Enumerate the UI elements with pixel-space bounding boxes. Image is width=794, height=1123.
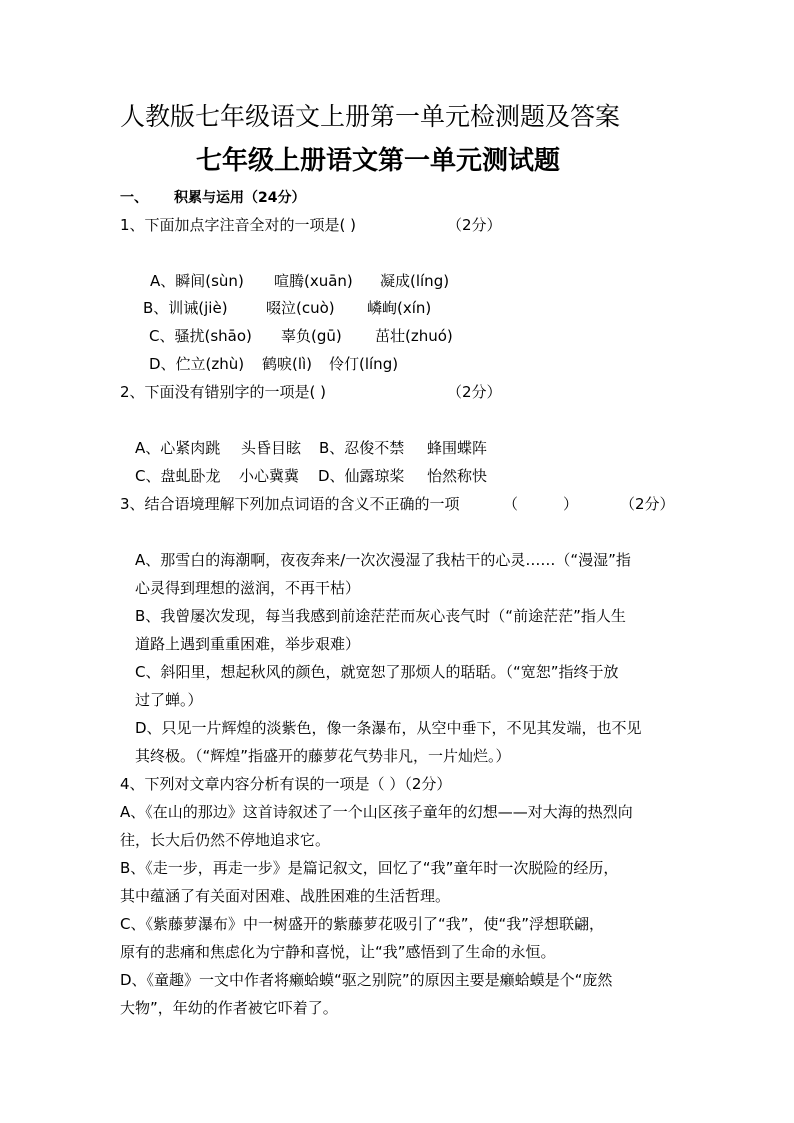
- option-item: D、伫立(zhù): [149, 355, 245, 373]
- test-title: 七年级上册语文第一单元测试题: [196, 146, 561, 176]
- option-item: 嶙峋(xín): [367, 299, 432, 317]
- option-item: 辜负(gū): [281, 327, 342, 345]
- option-item: 怡然称快: [427, 467, 488, 485]
- option-item: B、训诫(jiè): [143, 299, 228, 317]
- option-item: 伶仃(líng): [329, 355, 399, 373]
- question-3-answer-paren: （ ）: [503, 495, 579, 513]
- question-1-score: （2分）: [447, 216, 502, 234]
- option-item: 啜泣(cuò): [266, 299, 335, 317]
- question-4-option-d-line-2: 大物”，年幼的作者被它吓着了。: [120, 999, 338, 1017]
- option-item: C、骚扰(shāo): [149, 327, 252, 345]
- question-3-option-c-line-2: 过了蝉。）: [135, 691, 203, 709]
- option-item: 头昏目眩: [241, 439, 302, 457]
- option-item: 小心冀冀: [239, 467, 300, 485]
- question-4-option-c-line-2: 原有的悲痛和焦虑化为宁静和喜悦，让“我”感悟到了生命的永恒。: [120, 943, 556, 961]
- option-item: A、瞬间(sùn): [150, 272, 244, 290]
- question-3-option-d-line-1: D、只见一片辉煌的淡紫色，像一条瀑布，从空中垂下，不见其发端，也不见: [135, 719, 642, 737]
- question-4-option-c-line-1: C、《紫藤萝瀑布》中一树盛开的紫藤萝花吸引了“我”，使“我”浮想联翩，: [120, 915, 605, 933]
- option-item: C、盘虬卧龙: [135, 467, 221, 485]
- option-item: 鹤唳(lì): [262, 355, 313, 373]
- question-2-score: （2分）: [447, 383, 502, 401]
- question-3-option-b-line-1: B、我曾屡次发现，每当我感到前途茫茫而灰心丧气时（“前途茫茫”指人生: [135, 607, 626, 625]
- section-title: 积累与运用（24分）: [174, 190, 306, 206]
- question-3-option-d-line-2: 其终极。（“辉煌”指盛开的藤萝花气势非凡，一片灿烂。）: [135, 747, 511, 765]
- question-1-stem: 1、下面加点字注音全对的一项是( ): [120, 216, 357, 234]
- question-4-option-a-line-2: 往，长大后仍然不停地追求它。: [120, 831, 331, 849]
- option-item: 喧腾(xuān): [274, 272, 353, 290]
- section-heading: [120, 187, 305, 209]
- option-item: D、仙露琼桨: [318, 467, 405, 485]
- option-item: A、心紧肉跳: [135, 439, 221, 457]
- question-2-stem: 2、下面没有错别字的一项是( ): [120, 383, 327, 401]
- question-3-option-c-line-1: C、斜阳里，想起秋风的颜色，就宽恕了那烦人的聒聒。（“宽恕”指终于放: [135, 663, 619, 681]
- question-3-score: （2分）: [620, 495, 675, 513]
- question-4-option-a-line-1: A、《在山的那边》这首诗叙述了一个山区孩子童年的幻想——对大海的热烈向: [120, 803, 633, 821]
- question-4-option-b-line-2: 其中蕴涵了有关面对困难、战胜困难的生活哲理。: [120, 887, 451, 905]
- question-4-option-d-line-1: D、《童趣》一文中作者将癞蛤蟆“驱之别院”的原因主要是癞蛤蟆是个“庞然: [120, 971, 613, 989]
- document-title: 人教版七年级语文上册第一单元检测题及答案: [120, 102, 621, 131]
- question-4-option-b-line-1: B、《走一步，再走一步》是篇记叙文，回忆了“我”童年时一次脱险的经历，: [120, 859, 619, 877]
- option-item: 蜂围蝶阵: [427, 439, 488, 457]
- section-number: 一、: [120, 190, 148, 206]
- option-item: 茁壮(zhuó): [375, 327, 453, 345]
- option-item: 凝成(líng): [380, 272, 450, 290]
- question-3-option-b-line-2: 道路上遇到重重困难，举步艰难）: [135, 635, 361, 653]
- question-3-option-a-line-1: A、那雪白的海潮啊，夜夜奔来/一次次漫湿了我枯干的心灵……（“漫湿”指: [135, 551, 631, 569]
- option-item: B、忍俊不禁: [319, 439, 405, 457]
- question-4-stem: 4、下列对文章内容分析有误的一项是（ ）（2分）: [120, 775, 452, 793]
- question-3-option-a-line-2: 心灵得到理想的滋润，不再干枯）: [135, 579, 361, 597]
- question-3-stem: 3、结合语境理解下列加点词语的含义不正确的一项: [120, 495, 460, 513]
